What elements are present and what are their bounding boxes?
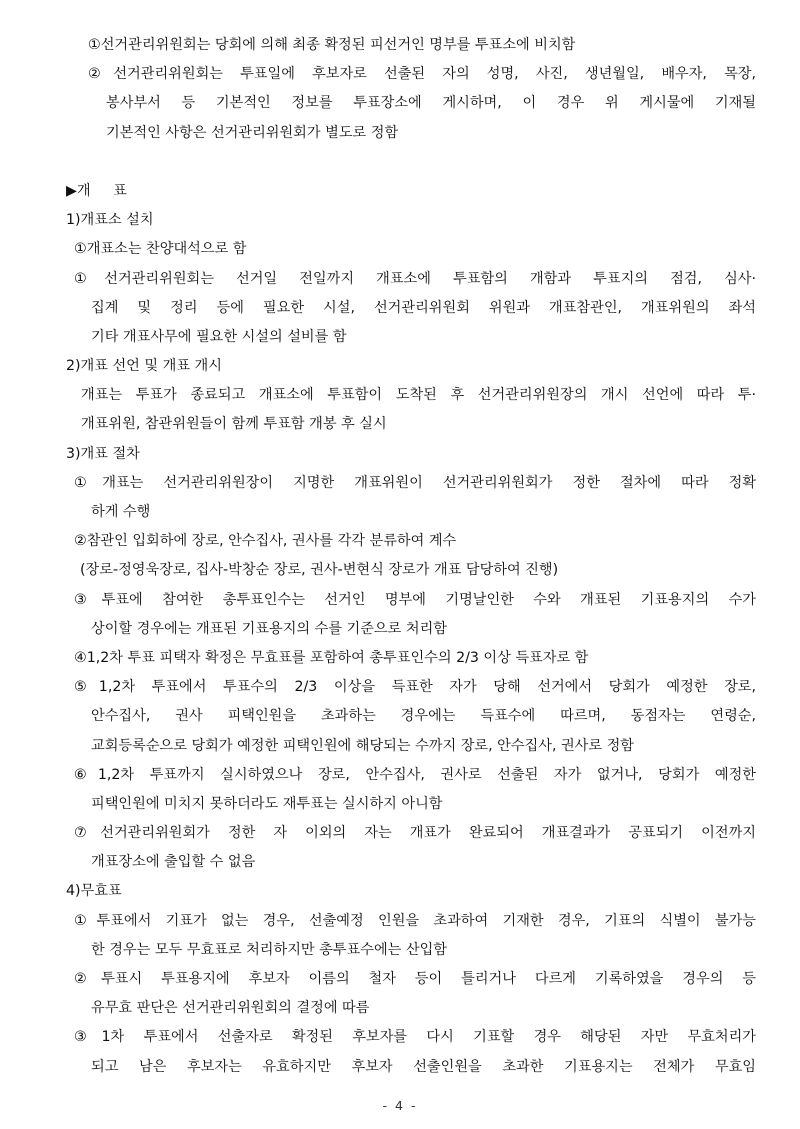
- paragraph-line: 상이할 경우에는 개표된 기표용지의 수를 기준으로 처리함: [91, 620, 447, 637]
- paragraph-line: 한 경우는 모두 무효표로 처리하지만 총투표수에는 산입함: [91, 941, 447, 958]
- paragraph-line: 교회등록순으로 당회가 예정한 피택인원에 해당되는 수까지 장로, 안수집사, 권사로 정함: [91, 737, 634, 754]
- paragraph-line: ①선거관리위원회는 당회에 의해 최종 확정된 피선거인 명부를 투표소에 비치함: [88, 37, 576, 53]
- paragraph-line: 봉사부서 등 기본적인 정보를 투표장소에 게시하며, 이 경우 위 게시물에 기재될: [106, 95, 756, 112]
- paragraph-line: 하게 수행: [91, 504, 151, 520]
- paragraph-line: ①개표소는 찬양대석으로 함: [74, 241, 247, 258]
- paragraph-line: 안수집사, 권사 피택인원을 초과하는 경우에는 득표수에 따르며, 동점자는 연령순,: [91, 708, 756, 725]
- page-number: - 4 -: [382, 1098, 418, 1113]
- subsection-heading: 4)무효표: [66, 883, 122, 900]
- section-heading: ▶개 표: [66, 182, 127, 199]
- paragraph-line: 유무효 판단은 선거관리위원회의 결정에 따름: [91, 1000, 370, 1017]
- paragraph-line: ①개표는 선거관리위원장이 지명한 개표위원이 선거관리위원회가 정한 절차에 따라 정확: [74, 474, 756, 491]
- paragraph-line: 피택인원에 미치지 못하더라도 재투표는 실시하지 아니함: [91, 795, 443, 812]
- paragraph-line: 기타 개표사무에 필요한 시설의 설비를 함: [91, 328, 347, 345]
- paragraph-line: ①투표에서 기표가 없는 경우, 선출예정 인원을 초과하여 기재한 경우, 기표의 식별이 불가능: [74, 912, 756, 929]
- document-body: [66, 31, 756, 1082]
- paragraph-line: 개표장소에 출입할 수 없음: [91, 854, 256, 871]
- paragraph-line: (장로-정영욱장로, 집사-박창순 장로, 권사-변현식 장로가 개표 담당하여 진행): [80, 562, 559, 579]
- subsection-heading: 1)개표소 설치: [66, 212, 154, 229]
- paragraph-line: 개표는 투표가 종료되고 개표소에 투표함이 도착된 후 선거관리위원장의 개시 선언에 따라 투·: [81, 387, 756, 404]
- paragraph-line: ⑦선거관리위원회가 정한 자 이외의 자는 개표가 완료되어 개표결과가 공표되기 이전까지: [74, 825, 756, 842]
- subsection-heading: 2)개표 선언 및 개표 개시: [66, 358, 222, 375]
- paragraph-line: ②선거관리위원회는 투표일에 후보자로 선출된 자의 성명, 사진, 생년월일, 배우자, 목장,: [88, 66, 756, 83]
- paragraph-line: ①선거관리위원회는 선거일 전일까지 개표소에 투표함의 개함과 투표지의 점검, 심사·: [74, 270, 756, 287]
- paragraph-line: ⑤1,2차 투표에서 투표수의 2/3 이상을 득표한 자가 당해 선거에서 당회가 예정한 장로,: [74, 679, 756, 696]
- paragraph-line: ③투표에 참여한 총투표인수는 선거인 명부에 기명날인한 수와 개표된 기표용지의 수가: [74, 591, 756, 608]
- paragraph-line: 개표위원, 참관위원들이 함께 투표함 개봉 후 실시: [81, 416, 387, 433]
- paragraph-line: ④1,2차 투표 피택자 확정은 무효표를 포함하여 총투표인수의 2/3 이상 득표자로 함: [74, 649, 589, 666]
- paragraph-line: 기본적인 사항은 선거관리위원회가 별도로 정함: [106, 124, 399, 141]
- paragraph-line: ⑥1,2차 투표까지 실시하였으나 장로, 안수집사, 권사로 선출된 자가 없거나, 당회가 예정한: [74, 766, 756, 783]
- paragraph-line: 되고 남은 후보자는 유효하지만 후보자 선출인원을 초과한 기표용지는 전체가 무효임: [91, 1058, 756, 1075]
- paragraph-line: ②참관인 입회하에 장로, 안수집사, 권사를 각각 분류하여 계수: [74, 533, 457, 550]
- paragraph-line: 집계 및 정리 등에 필요한 시설, 선거관리위원회 위원과 개표참관인, 개표위원의 좌석: [91, 299, 756, 316]
- paragraph-line: ②투표시 투표용지에 후보자 이름의 철자 등이 틀리거나 다르게 기록하였을 경우의 등: [74, 971, 756, 987]
- paragraph-line: ③1차 투표에서 선출자로 확정된 후보자를 다시 기표할 경우 해당된 자만 무효처리가: [74, 1029, 756, 1046]
- blank-line: [66, 148, 756, 177]
- subsection-heading: 3)개표 절차: [66, 445, 140, 462]
